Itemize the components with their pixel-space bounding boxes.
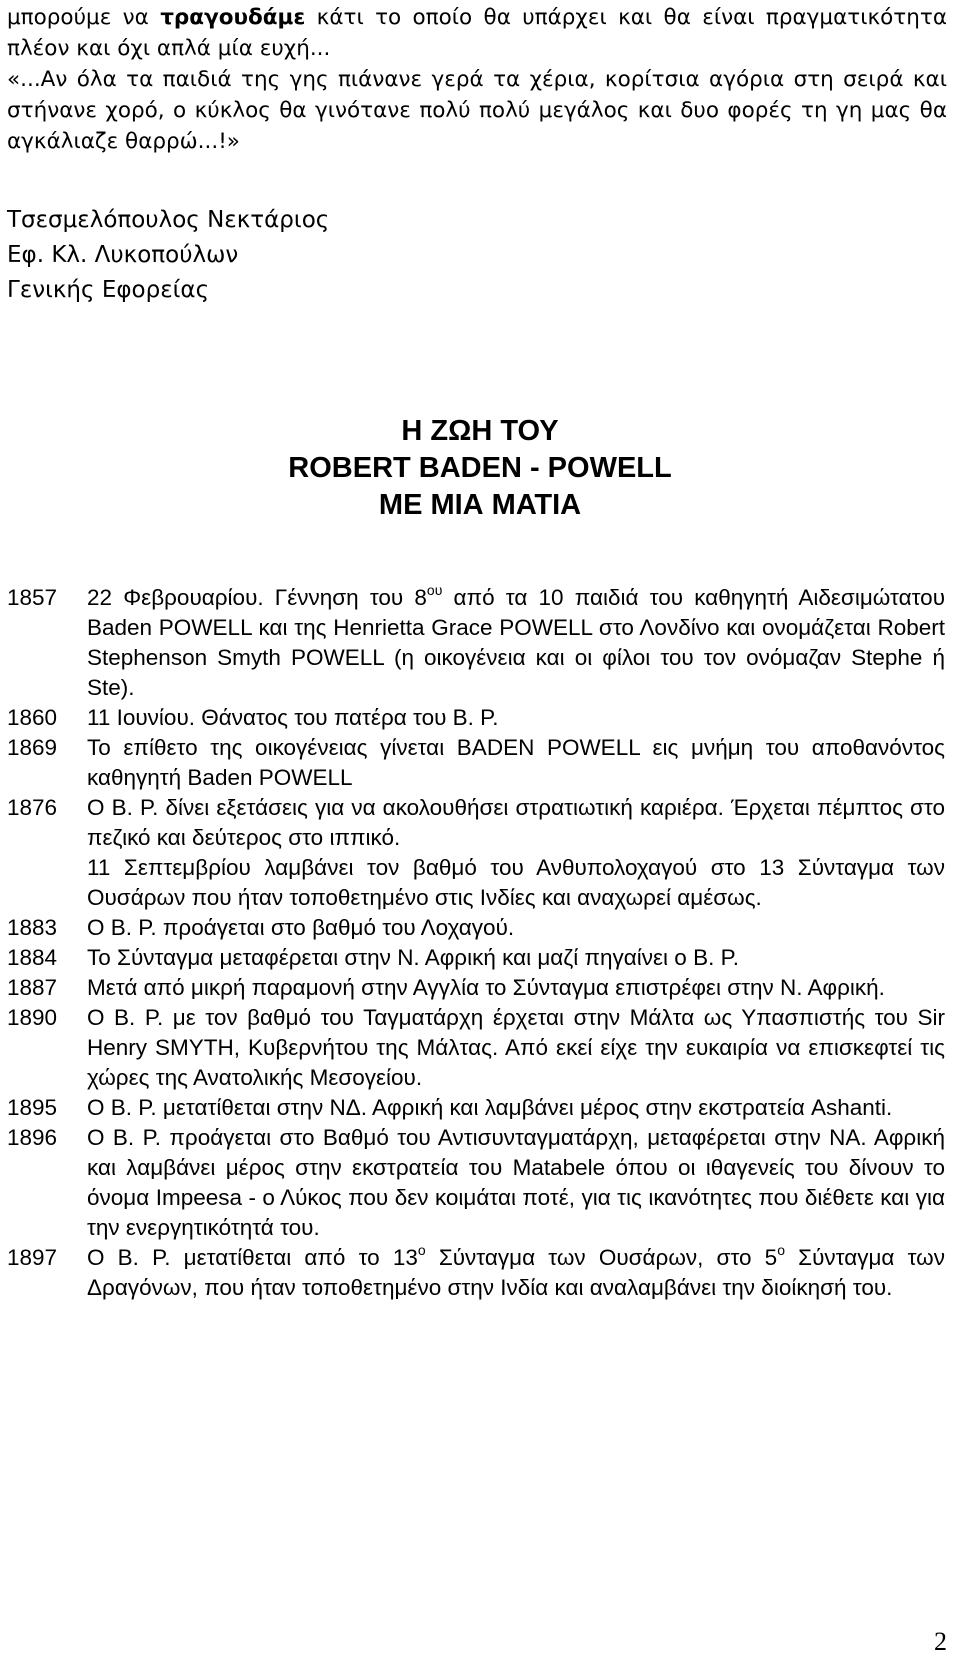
entry-text: Το επίθετο της οικογένειας γίνεται BADEN POWELL εις μνήμη του αποθανόντος καθηγητή Baden POWELL xyxy=(87,735,945,790)
ordinal-superscript: ο xyxy=(417,1241,426,1258)
entry-year: 1897 xyxy=(7,1245,58,1270)
entry-year: 1869 xyxy=(7,735,58,760)
author-name: Τσεσμελόπουλος Νεκτάριος xyxy=(7,207,330,233)
ordinal-superscript: ου xyxy=(426,581,443,598)
entry-paragraph: Ο Β. Ρ. δίνει εξετάσεις για να ακολουθήσει στρατιωτική καριέρα. Έρχεται πέμπτος στο πεζικό και δεύτερος στο ιππικό. xyxy=(87,795,945,850)
entry-year: 1883 xyxy=(7,915,58,940)
timeline-entry-1860 xyxy=(7,703,945,733)
author-unit: Εφ. Κλ. Λυκοπούλων xyxy=(7,242,239,268)
entry-text: Μετά από μικρή παραμονή στην Αγγλία το Σύνταγμα επιστρέφει στην Ν. Αφρική. xyxy=(87,975,885,1000)
entry-year: 1896 xyxy=(7,1125,58,1150)
title-line-3: ΜΕ ΜΙΑ ΜΑΤΙΑ xyxy=(378,489,582,521)
entry-text: Ο Β. Ρ. προάγεται στο Βαθμό του Αντισυνταγματάρχη, μεταφέρεται στην ΝΑ. Αφρική και λαμβάνει μέρος στην εκστρατεία του Matabele όπου οι ιθαγενείς του δίνουν το όνομα Impeesa - ο Λύκος που δεν κοιμάται ποτέ, για τις ικανότητες που διέθετε και για την ενεργητικότητά του. xyxy=(87,1125,945,1240)
entry-text xyxy=(87,793,945,913)
timeline-entry-1876 xyxy=(7,793,945,913)
entry-year: 1895 xyxy=(7,1095,58,1120)
entry-text: Ο Β. Ρ. με τον βαθμό του Ταγματάρχη έρχεται στην Μάλτα ως Υπασπιστής του Sir Henry SMYTH, Κυβερνήτου της Μάλτας. Από εκεί είχε την ευκαιρία να επισκεφτεί τις χώρες της Ανατολικής Μεσογείου. xyxy=(87,1005,945,1090)
entry-text: 11 Ιουνίου. Θάνατος του πατέρα του Β. Ρ. xyxy=(87,705,499,730)
title-line-1: Η ΖΩΗ ΤΟΥ xyxy=(401,415,559,447)
entry-text: Ο Β. Ρ. μετατίθεται στην ΝΔ. Αφρική και λαμβάνει μέρος στην εκστρατεία Ashanti. xyxy=(87,1095,893,1120)
entry-text-part: Σύνταγμα των Δραγόνων, που ήταν τοποθετημένο στην Ινδία και αναλαμβάνει την διοίκησή του. xyxy=(87,1245,945,1300)
timeline-entry-1895 xyxy=(7,1093,945,1123)
intro-paragraph xyxy=(7,2,947,64)
entry-text-part: από τα 10 παιδιά του καθηγητή Αιδεσιμώτατου Baden POWELL και της Henrietta Grace POWELL στο Λονδίνο και ονομάζεται Robert Stephenson Smyth POWELL (η οικογένεια και οι φίλοι του τον ονόμαζαν Stephe ή Ste). xyxy=(87,585,945,700)
timeline-entry-1887 xyxy=(7,973,945,1003)
entry-year: 1887 xyxy=(7,975,58,1000)
title-line-2: ROBERT BADEN - POWELL xyxy=(288,452,672,484)
entry-text-part: Σύνταγμα των Ουσάρων, στο 5 xyxy=(425,1245,778,1270)
author-office: Γενικής Εφορείας xyxy=(7,277,210,303)
document-title xyxy=(0,413,960,524)
entry-text xyxy=(87,1243,945,1303)
timeline-entry-1884 xyxy=(7,943,945,973)
timeline xyxy=(7,583,945,1303)
entry-text-part: 22 Φεβρουαρίου. Γέννηση του 8 xyxy=(87,585,427,610)
entry-year: 1860 xyxy=(7,705,58,730)
entry-year: 1857 xyxy=(7,585,58,610)
entry-text: Ο Β. Ρ. προάγεται στο βαθμό του Λοχαγού. xyxy=(87,915,515,940)
page-number: 2 xyxy=(934,1627,947,1656)
entry-year: 1884 xyxy=(7,945,58,970)
intro-bold-word: τραγουδάμε xyxy=(160,5,306,30)
ordinal-superscript: ο xyxy=(777,1241,785,1258)
intro-text xyxy=(7,2,947,157)
intro-quote: «...Αν όλα τα παιδιά της γης πιάνανε γερά τα χέρια, κορίτσια αγόρια στη σειρά και στήνανε χορό, ο κύκλος θα γινότανε πολύ πολύ μεγάλος και δυο φορές τη γη μας θα αγκάλιαζε θαρρώ...!» xyxy=(7,67,947,154)
timeline-entry-1897 xyxy=(7,1243,945,1303)
timeline-entry-1896 xyxy=(7,1123,945,1243)
intro-text-start: μπορούμε να xyxy=(7,5,161,30)
entry-text xyxy=(87,583,945,703)
intro-text-end: κάτι το οποίο θα υπάρχει και θα είναι πραγματικότητα πλέον και όχι απλά μία ευχή... xyxy=(7,5,947,61)
timeline-entry-1857 xyxy=(7,583,945,703)
timeline-entry-1869 xyxy=(7,733,945,793)
timeline-entry-1890 xyxy=(7,1003,945,1093)
entry-year: 1890 xyxy=(7,1005,58,1030)
entry-text: Το Σύνταγμα μεταφέρεται στην Ν. Αφρική και μαζί πηγαίνει ο Β. Ρ. xyxy=(87,945,739,970)
entry-paragraph: 11 Σεπτεμβρίου λαμβάνει τον βαθμό του Ανθυπολοχαγού στο 13 Σύνταγμα των Ουσάρων που ήταν τοποθετημένο στις Ινδίες και αναχωρεί αμέσως. xyxy=(87,855,945,910)
author-signature xyxy=(7,203,329,308)
timeline-entry-1883 xyxy=(7,913,945,943)
entry-text-part: Ο Β. Ρ. μετατίθεται από το 13 xyxy=(87,1245,418,1270)
entry-year: 1876 xyxy=(7,795,58,820)
